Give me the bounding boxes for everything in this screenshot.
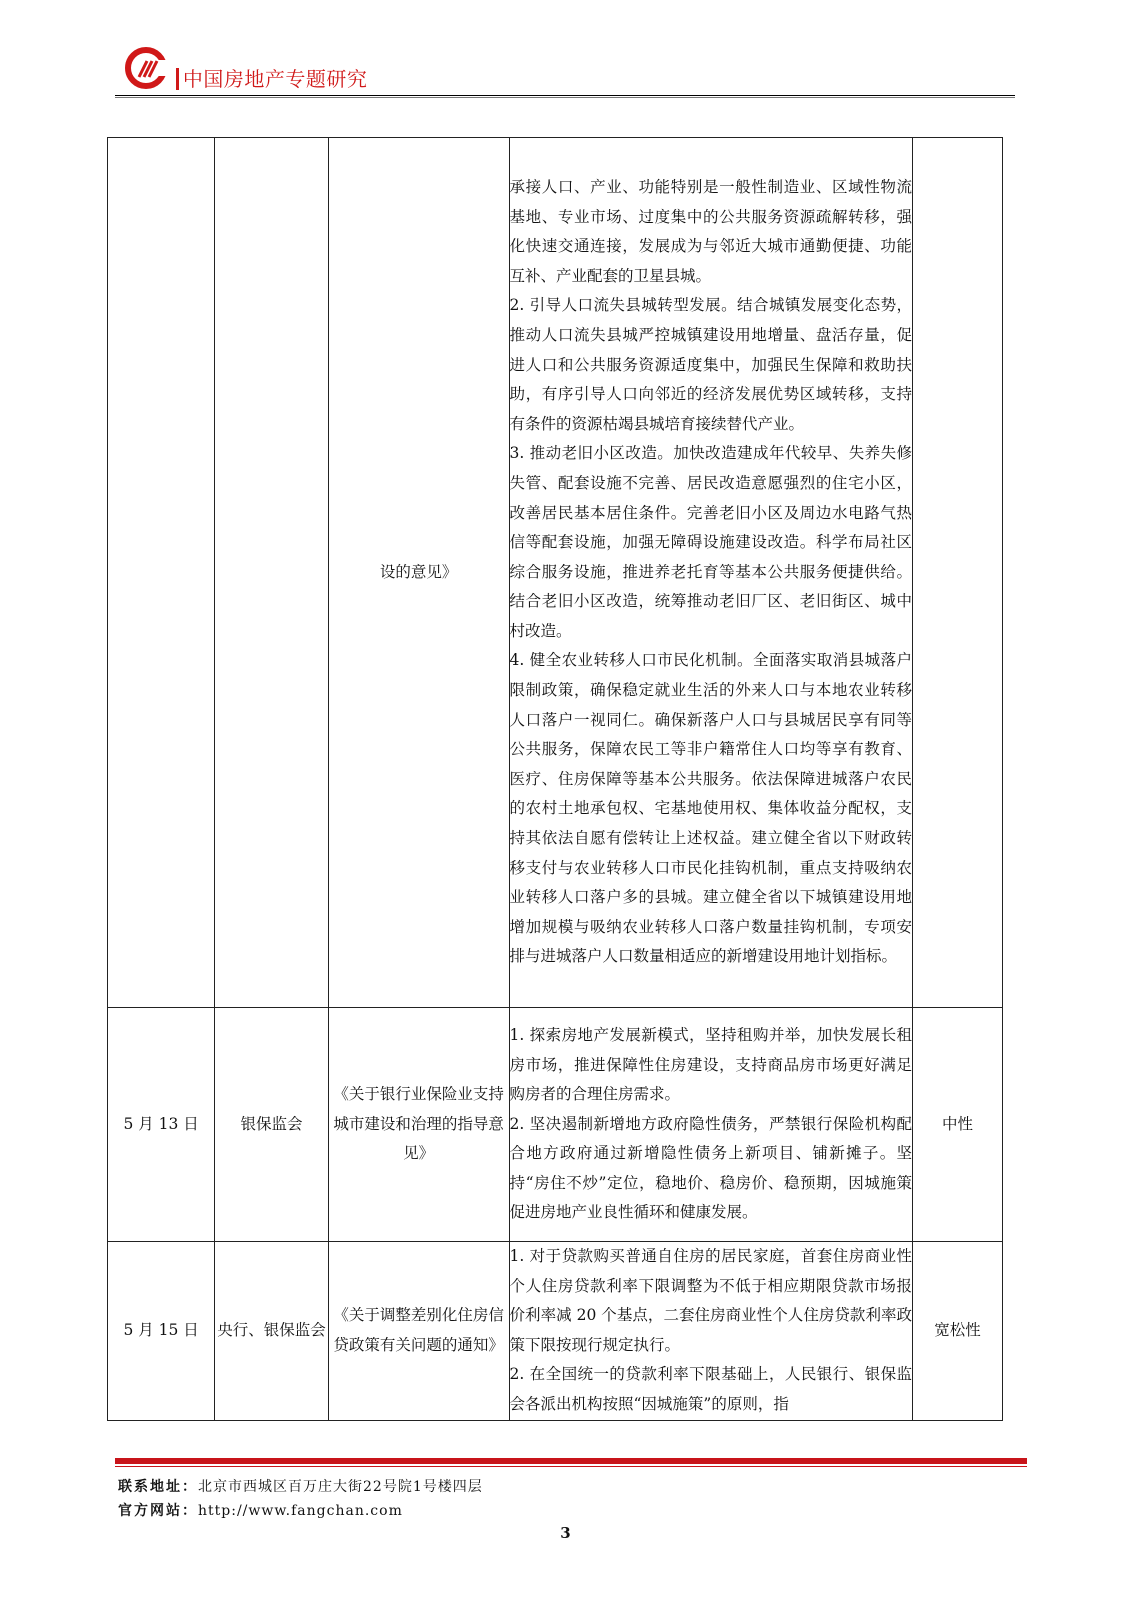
page-number: 3	[560, 1524, 571, 1542]
address-label: 联系地址：	[118, 1479, 198, 1495]
tone-cell: 宽松性	[913, 1242, 1003, 1421]
content-paragraph: 2. 引导人口流失县城转型发展。结合城镇发展变化态势，推动人口流失县城严控城镇建设用地增量、盘活存量，促进人口和公共服务资源适度集中，加强民生保障和救助扶助，有序引导人口向邻近的经济发展优势区域转移，支持有条件的资源枯竭县城培育接续替代产业。	[509, 296, 913, 433]
document-title: 《关于调整差别化住房信贷政策有关问题的通知》	[333, 1306, 504, 1354]
date-cell: 5 月 15 日	[108, 1242, 215, 1421]
footer-website	[118, 1500, 403, 1520]
content-paragraph: 1. 探索房地产发展新模式，坚持租购并举，加快发展长租房市场，推进保障性住房建设，支持商品房市场更好满足购房者的合理住房需求。	[509, 1025, 913, 1104]
content-paragraph: 承接人口、产业、功能特别是一般性制造业、区域性物流基地、专业市场、过度集中的公共服务资源疏解转移，强化快速交通连接，发展成为与邻近大城市通勤便捷、功能互补、产业配套的卫星县城。	[509, 177, 913, 285]
footer-red-bar	[115, 1458, 1027, 1464]
content-cell	[509, 1242, 913, 1421]
date-cell	[108, 138, 215, 1008]
tone-cell: 中性	[913, 1008, 1003, 1242]
content-paragraph: 2. 坚决遏制新增地方政府隐性债务，严禁银行保险机构配合地方政府通过新增隐性债务上新项目、铺新摊子。坚持“房住不炒”定位，稳地价、稳房价、稳预期，因城施策促进房地产业良性循环和健康发展。	[509, 1114, 913, 1222]
date-cell: 5 月 13 日	[108, 1008, 215, 1242]
content-paragraph: 4. 健全农业转移人口市民化机制。全面落实取消县城落户限制政策，确保稳定就业生活的外来人口与本地农业转移人口落户一视同仁。确保新落户人口与县城居民享有同等公共服务，保障农民工等非户籍常住人口均等享有教育、医疗、住房保障等基本公共服务。依法保障进城落户农民的农村土地承包权、宅基地使用权、集体收益分配权，支持其依法自愿有偿转让上述权益。建立健全省以下财政转移支付与农业转移人口市民化挂钩机制，重点支持吸纳农业转移人口落户多的县城。建立健全省以下城镇建设用地增加规模与吸纳农业转移人口落户数量挂钩机制，专项安排与进城落户人口数量相适应的新增建设用地计划指标。	[509, 651, 913, 966]
policy-table	[107, 137, 1003, 1421]
org-cell	[215, 138, 328, 1008]
content-paragraph: 3. 推动老旧小区改造。加快改造建成年代较早、失养失修失管、配套设施不完善、居民改造意愿强烈的住宅小区，改善居民基本居住条件。完善老旧小区及周边水电路气热信等配套设施，加强无障碍设施建设改造。科学布局社区综合服务设施，推进养老托育等基本公共服务便捷供给。结合老旧小区改造，统筹推动老旧厂区、老旧街区、城中村改造。	[509, 444, 913, 640]
document-cell	[328, 1242, 509, 1421]
document-title: 设的意见》	[379, 562, 458, 581]
content-paragraph: 1. 对于贷款购买普通自住房的居民家庭，首套住房商业性个人住房贷款利率下限调整为不低于相应期限贷款市场报价利率减 20 个基点，二套住房商业性个人住房贷款利率政策下限按现行规定执行。	[509, 1247, 913, 1354]
content-paragraph: 2. 在全国统一的贷款利率下限基础上，人民银行、银保监会各派出机构按照“因城施策”的原则，指	[509, 1365, 913, 1413]
address-value: 北京市西城区百万庄大街22号院1号楼四层	[198, 1479, 483, 1495]
document-cell	[328, 1008, 509, 1242]
tone-cell	[913, 138, 1003, 1008]
document-cell	[328, 138, 509, 1008]
header-rule-thin	[115, 97, 1015, 98]
content-cell	[509, 1008, 913, 1242]
footer-red-line	[115, 1466, 1027, 1467]
org-cell: 央行、银保监会	[215, 1242, 328, 1421]
content-cell	[509, 138, 913, 1008]
table-row	[108, 1242, 1003, 1421]
website-label: 官方网站：	[118, 1503, 198, 1519]
table-row	[108, 138, 1003, 1008]
website-link[interactable]: http://www.fangchan.com	[198, 1503, 403, 1519]
header-rule	[115, 95, 1015, 96]
table-row	[108, 1008, 1003, 1242]
header-title: 中国房地产专题研究	[182, 67, 368, 91]
page-header	[0, 0, 1131, 100]
footer-address	[118, 1476, 483, 1496]
fangchan-logo-icon	[125, 46, 167, 90]
document-title: 《关于银行业保险业支持城市建设和治理的指导意见》	[333, 1085, 504, 1163]
org-cell: 银保监会	[215, 1008, 328, 1242]
